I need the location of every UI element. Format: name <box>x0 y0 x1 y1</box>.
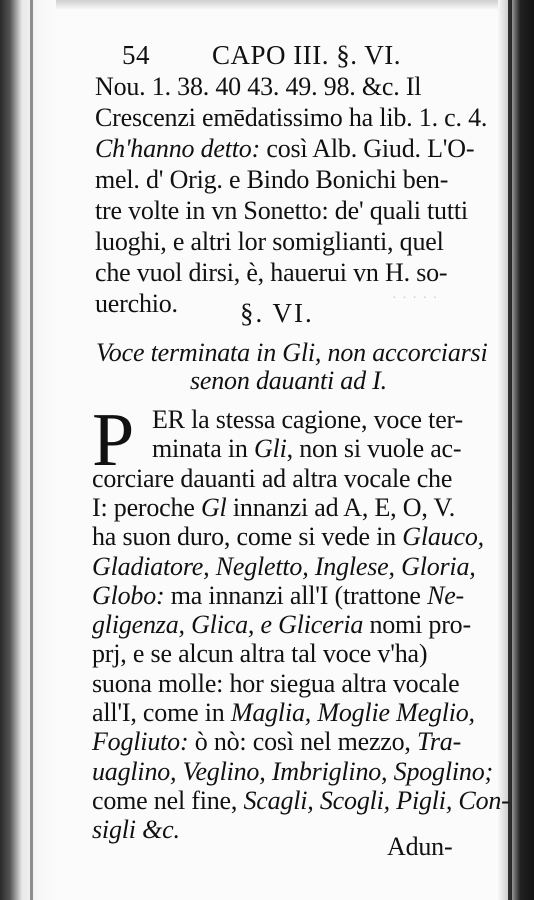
text-line <box>92 522 484 552</box>
text-run: così Alb. Giud. L'O- <box>260 134 475 163</box>
text-run: ha suon duro, come si vede in <box>92 522 403 552</box>
section-title-line: Voce terminata in Gli, non accorciarsi <box>96 338 488 367</box>
text-run: , non si vuole ac- <box>286 434 462 464</box>
text-line <box>92 815 180 845</box>
text-line: mel. d' Orig. e Bindo Bonichi ben- <box>95 165 449 194</box>
text-run: nomi pro- <box>363 610 471 640</box>
italic-run: Gladiatore, Negletto, Inglese, Gloria, <box>92 551 476 581</box>
scan-left-fold-line <box>30 0 33 900</box>
text-line <box>92 757 493 787</box>
italic-run: Gl <box>200 492 227 522</box>
italic-run: Maglia, Moglie Meglio, <box>230 698 475 727</box>
text-line <box>92 610 471 640</box>
text-run: corciare dauanti ad altra vocale che <box>92 463 453 493</box>
text-run: ER la stessa cagione, voce ter- <box>152 405 463 434</box>
italic-run: Globo: <box>92 580 165 610</box>
text-run: suona molle: hor siegua altra vocale <box>92 668 460 698</box>
italic-run: Ne- <box>427 580 465 610</box>
text-run: I: peroche <box>92 492 201 522</box>
text-line <box>152 405 463 435</box>
italic-run: Gli <box>253 434 287 464</box>
text-line <box>92 464 452 494</box>
text-line <box>92 669 460 699</box>
italic-run: gligenza, Glica, e Gliceria <box>92 610 364 640</box>
text-line: tre volte in vn Sonetto: de' quali tutti <box>95 196 468 225</box>
italic-run: sigli &c. <box>92 815 180 845</box>
italic-run: uaglino, Veglino, Imbriglino, Spoglino; <box>92 756 493 786</box>
section-symbol: §. VI. <box>240 298 314 328</box>
italic-run: Tra- <box>417 727 462 757</box>
text-line <box>92 727 461 757</box>
show-through-mark: · · · · · <box>392 291 439 306</box>
italic-quote: Ch'hanno detto: <box>95 134 261 163</box>
italic-run: Scagli, Scogli, Pigli, Con- <box>243 785 510 815</box>
text-line: che vuol dirsi, è, hauerui vn H. so- <box>95 258 448 287</box>
text-run: all'I, come in <box>92 698 231 727</box>
scan-left-gutter <box>0 0 56 900</box>
text-line: Crescenzi emēdatissimo ha lib. 1. c. 4. <box>95 103 488 132</box>
text-line <box>92 639 427 669</box>
text-line: uerchio. <box>95 289 178 318</box>
text-line <box>92 786 510 816</box>
text-line <box>92 698 475 728</box>
text-line <box>92 581 464 611</box>
text-line <box>152 434 461 464</box>
text-line <box>95 134 474 164</box>
drop-cap: P <box>92 398 135 482</box>
text-run: ma innanzi all'I (trattone <box>164 580 428 610</box>
catchword: Adun- <box>387 832 453 861</box>
text-line <box>92 552 476 582</box>
scan-right-fold-line <box>508 0 512 900</box>
text-line <box>92 493 455 523</box>
scan-top-edge <box>0 0 534 10</box>
section-title-line: senon dauanti ad I. <box>190 366 387 395</box>
text-run: ò nò: così nel mezzo, <box>188 727 418 757</box>
text-run: innanzi ad A, E, O, V. <box>226 492 456 522</box>
scan-right-binding <box>498 0 534 900</box>
text-line: luoghi, e altri lor somiglianti, quel <box>95 227 444 256</box>
text-run: minata in <box>152 434 254 464</box>
text-run: come nel fine, <box>92 785 244 815</box>
text-run: prj, e se alcun altra tal voce v'ha) <box>92 639 428 669</box>
running-title: CAPO III. §. VI. <box>212 40 401 70</box>
page-number: 54 <box>122 40 150 70</box>
text-line: Nou. 1. 38. 40 43. 49. 98. &c. Il <box>95 72 422 101</box>
italic-run: Fogliuto: <box>92 727 189 757</box>
italic-run: Glauco, <box>402 522 484 552</box>
